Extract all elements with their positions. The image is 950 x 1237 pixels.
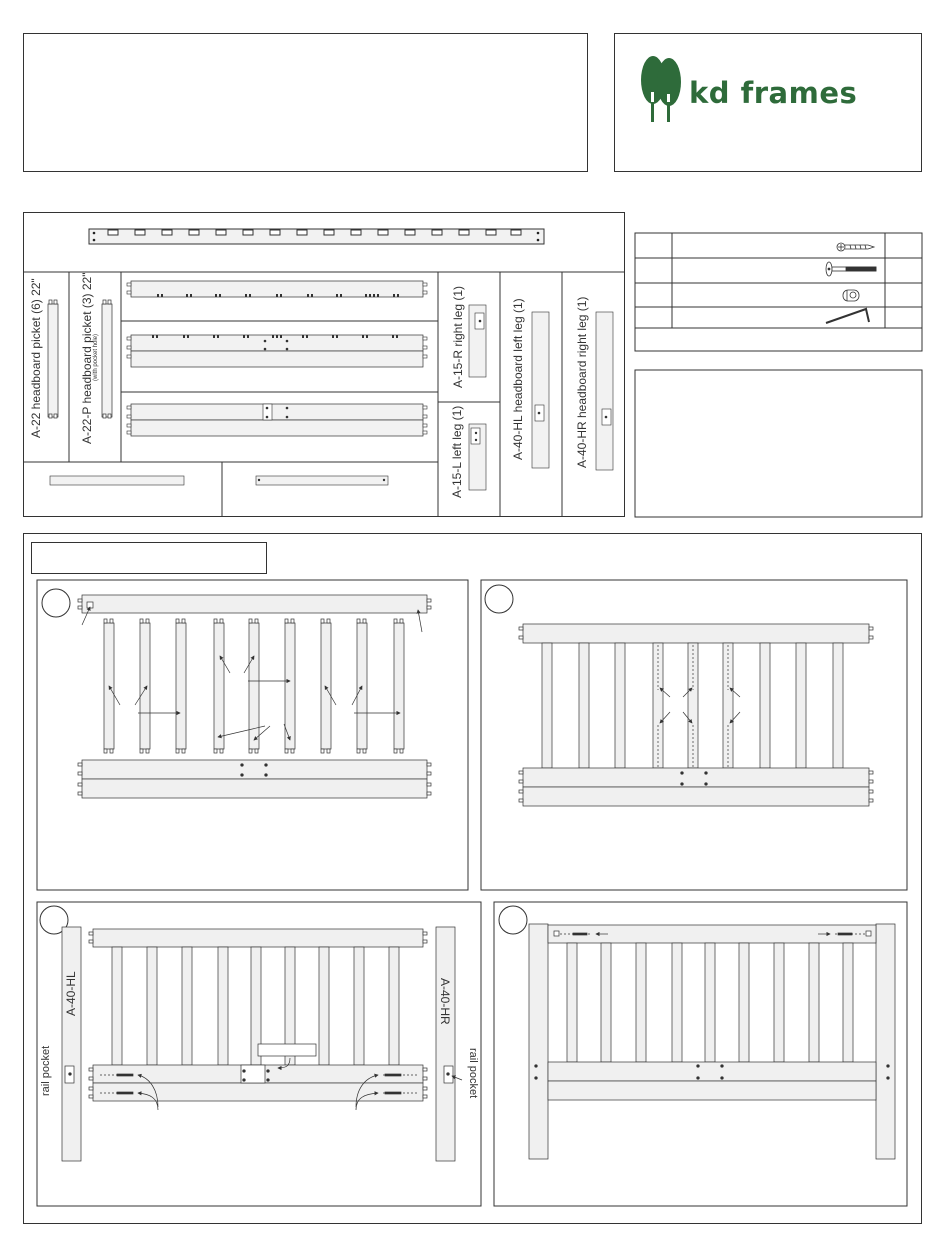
part-label-left-leg: A-15-L left leg (1) <box>450 405 464 498</box>
step-2-diagram <box>519 624 873 806</box>
part-label-headboard-left-leg: A-40-HL headboard left leg (1) <box>511 298 525 460</box>
part-label-headboard-right-leg: A-40-HR headboard right leg (1) <box>575 296 589 468</box>
step3-label-left-leg: A-40-HL <box>64 971 78 1016</box>
part-label-headboard-picket: A-22 headboard picket (6) 22" <box>29 278 43 438</box>
part-label-headboard-picket-pocket: A-22-P headboard picket (3) 22" <box>80 272 94 444</box>
step-4-diagram <box>529 924 895 1159</box>
part-note-pocket-hole: (with pocket hole) <box>93 333 99 381</box>
step3-label-right-leg: A-40-HR <box>438 978 452 1025</box>
step-1-diagram <box>78 595 431 798</box>
step3-label-right-rail-pocket: rail pocket <box>467 1048 479 1099</box>
step3-label-left-rail-pocket: rail pocket <box>40 1045 52 1096</box>
step-3-diagram <box>62 927 462 1161</box>
part-label-right-leg: A-15-R right leg (1) <box>451 285 465 388</box>
brand-name: kd frames <box>689 76 858 110</box>
